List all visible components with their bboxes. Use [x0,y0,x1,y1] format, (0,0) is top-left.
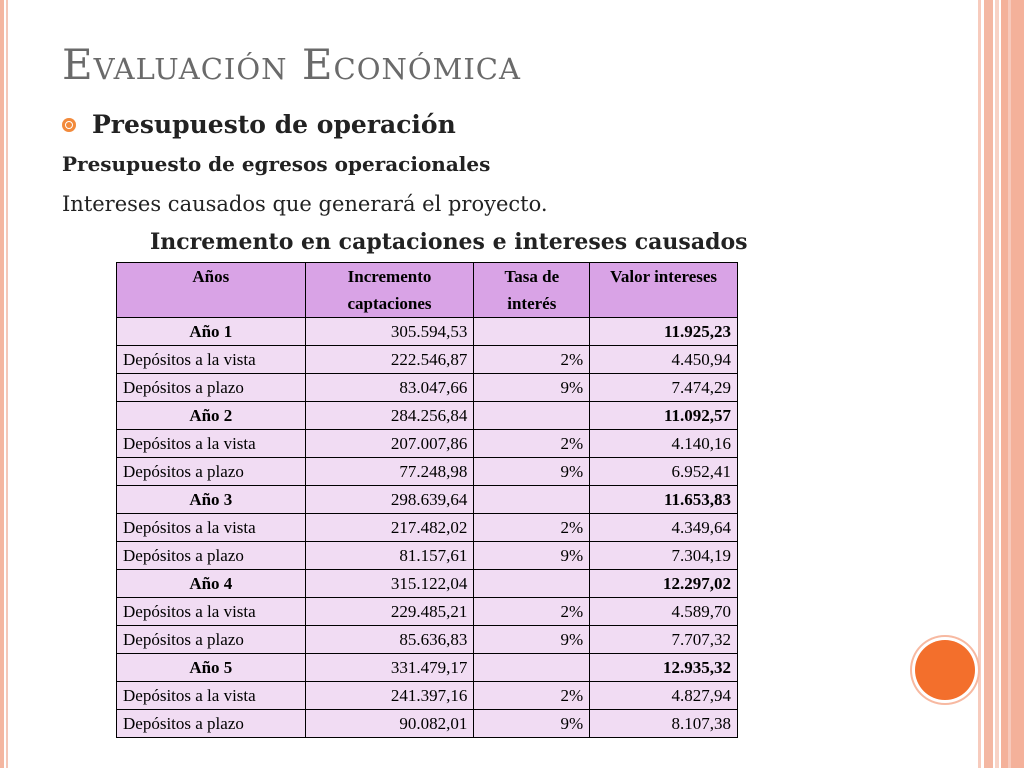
row-interest: 12.297,02 [590,570,738,598]
row-label: Depósitos a la vista [117,682,306,710]
header-years: Años [117,263,306,318]
row-label: Depósitos a plazo [117,374,306,402]
row-captaciones: 222.546,87 [305,346,474,374]
row-interest: 8.107,38 [590,710,738,738]
row-rate [474,654,590,682]
table-row [117,430,738,458]
right-decor-stripe [1008,0,1011,768]
table-row-year [117,402,738,430]
left-decor-stripe-thin [6,0,8,768]
row-rate: 9% [474,374,590,402]
table-row [117,626,738,654]
row-rate: 2% [474,346,590,374]
row-captaciones: 77.248,98 [305,458,474,486]
row-rate: 9% [474,542,590,570]
row-rate: 9% [474,626,590,654]
row-label: Año 1 [117,318,306,346]
row-captaciones: 305.594,53 [305,318,474,346]
interest-table [116,262,738,738]
row-captaciones: 81.157,61 [305,542,474,570]
row-rate [474,486,590,514]
row-interest: 12.935,32 [590,654,738,682]
row-label: Año 5 [117,654,306,682]
row-label: Depósitos a plazo [117,458,306,486]
row-interest: 4.589,70 [590,598,738,626]
left-decor-stripe [0,0,4,768]
header-increment: Incremento captaciones [305,263,474,318]
table-title: Incremento en captaciones e intereses causados [150,229,748,255]
description: Intereses causados que generará el proyecto. [62,192,548,216]
row-interest: 7.474,29 [590,374,738,402]
bullet-item [62,110,456,139]
table-body [117,318,738,738]
row-label: Depósitos a la vista [117,346,306,374]
row-rate: 2% [474,430,590,458]
table-row [117,682,738,710]
row-captaciones: 315.122,04 [305,570,474,598]
slide-title: Evaluación Económica [62,40,521,89]
row-label: Depósitos a plazo [117,542,306,570]
table-row [117,710,738,738]
row-interest: 11.092,57 [590,402,738,430]
table-row-year [117,318,738,346]
row-interest: 7.304,19 [590,542,738,570]
row-interest: 4.450,94 [590,346,738,374]
right-decor-stripe [995,0,999,768]
row-interest: 11.925,23 [590,318,738,346]
row-rate: 9% [474,458,590,486]
right-decor-stripe [978,0,981,768]
row-rate: 9% [474,710,590,738]
row-label: Depósitos a plazo [117,710,306,738]
subheading: Presupuesto de egresos operacionales [62,152,491,176]
row-captaciones: 331.479,17 [305,654,474,682]
row-rate [474,570,590,598]
table-row [117,458,738,486]
table-row [117,514,738,542]
row-captaciones: 284.256,84 [305,402,474,430]
row-interest: 4.827,94 [590,682,738,710]
row-label: Depósitos a la vista [117,598,306,626]
row-interest: 7.707,32 [590,626,738,654]
row-captaciones: 229.485,21 [305,598,474,626]
table-row [117,598,738,626]
row-interest: 4.349,64 [590,514,738,542]
row-rate [474,402,590,430]
table-row [117,542,738,570]
right-decor-stripe [984,0,993,768]
row-label: Depósitos a la vista [117,430,306,458]
row-rate [474,318,590,346]
header-interest: Valor intereses [590,263,738,318]
bullet-icon [62,118,76,132]
row-captaciones: 298.639,64 [305,486,474,514]
table-row [117,374,738,402]
row-captaciones: 85.636,83 [305,626,474,654]
row-captaciones: 207.007,86 [305,430,474,458]
table-row-year [117,486,738,514]
table-header-row [117,263,738,318]
row-rate: 2% [474,598,590,626]
row-label: Año 3 [117,486,306,514]
header-rate: Tasa de interés [474,263,590,318]
row-captaciones: 90.082,01 [305,710,474,738]
row-label: Año 2 [117,402,306,430]
row-label: Año 4 [117,570,306,598]
row-interest: 4.140,16 [590,430,738,458]
table-row-year [117,654,738,682]
bullet-text: Presupuesto de operación [92,110,456,139]
row-interest: 11.653,83 [590,486,738,514]
decor-circle [915,640,975,700]
table-row [117,346,738,374]
row-captaciones: 217.482,02 [305,514,474,542]
row-interest: 6.952,41 [590,458,738,486]
right-decor-stripe [1001,0,1024,768]
row-label: Depósitos a la vista [117,514,306,542]
row-captaciones: 83.047,66 [305,374,474,402]
row-captaciones: 241.397,16 [305,682,474,710]
row-rate: 2% [474,682,590,710]
row-label: Depósitos a plazo [117,626,306,654]
row-rate: 2% [474,514,590,542]
table-row-year [117,570,738,598]
